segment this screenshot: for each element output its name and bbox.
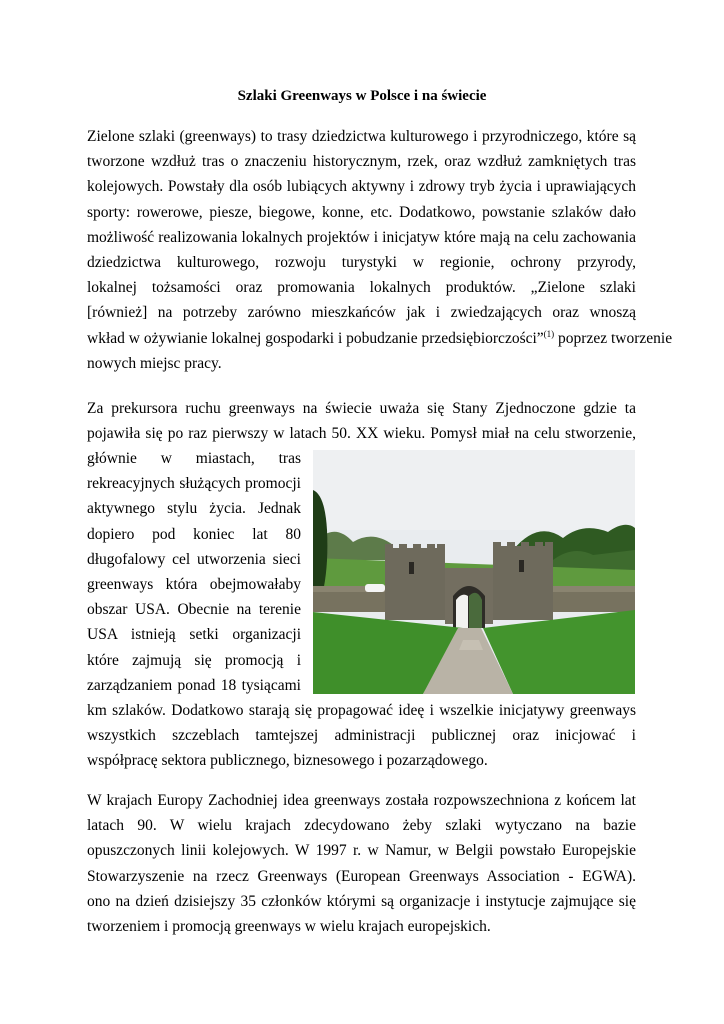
paragraph-line: [również] na potrzeby zarówno mieszkańców jak i zwiedzających oraz wnoszą xyxy=(87,304,636,322)
paragraph-line: obszar USA. Obecnie na terenie xyxy=(87,601,301,619)
paragraph-line: tworzeniem i promocją greenways w wielu krajach europejskich. xyxy=(87,917,491,935)
line-text: poprzez tworzenie xyxy=(554,329,673,347)
paragraph-2 xyxy=(87,396,636,446)
paragraph-line: USA istnieją setki organizacji xyxy=(87,626,301,644)
paragraph-line: możliwość realizowania lokalnych projektów i inicjatyw które mają na celu zachowania xyxy=(87,228,636,246)
paragraph-line: km szlaków. Dodatkowo starają się propagować ideę i wszelkie inicjatywy greenways xyxy=(87,702,636,719)
paragraph-line: długofalowy cel utworzenia sieci xyxy=(87,550,301,568)
paragraph-line: Zielone szlaki (greenways) to trasy dziedzictwa kulturowego i przyrodniczego, które są xyxy=(87,128,636,145)
paragraph-line: Za prekursora ruchu greenways na świecie uważa się Stany Zjednoczone gdzie ta xyxy=(87,400,636,417)
paragraph-3 xyxy=(87,788,636,939)
paragraph-line: współpracę sektora publicznego, biznesowego i pozarządowego. xyxy=(87,752,488,770)
page-title: Szlaki Greenways w Polsce i na świecie xyxy=(237,88,487,104)
paragraph-line: sporty: rowerowe, piesze, biegowe, konne, etc. Dodatkowo, powstanie szlaków dało xyxy=(87,203,636,221)
footnote-reference[interactable]: (1) xyxy=(543,328,555,339)
paragraph-line: ono na dzień dzisiejszy 35 członków którymi są organizacje i instytucje zajmujące się xyxy=(87,892,636,910)
paragraph-line: opuszczonych linii kolejowych. W 1997 r. w Namur, w Belgii powstało Europejskie xyxy=(87,842,636,860)
paragraph-1 xyxy=(87,124,673,376)
paragraph-line: Stowarzyszenie na rzecz Greenways (European Greenways Association - EGWA). xyxy=(87,867,636,885)
paragraph-line: dopiero pod koniec lat 80 xyxy=(87,525,301,543)
paragraph-line: które zajmują się promocją i xyxy=(87,651,301,669)
paragraph-line: głównie w miastach, tras xyxy=(87,450,301,467)
paragraph-2-wrapped xyxy=(87,446,301,698)
paragraph-2-continued xyxy=(87,698,636,774)
castle-gate-photo xyxy=(313,450,635,694)
paragraph-line: kolejowych. Powstały dla osób lubiących aktywny i zdrowy tryb życia i uprawiających xyxy=(87,178,636,196)
photo-illustration xyxy=(313,450,635,694)
paragraph-line: zarządzaniem ponad 18 tysiącami xyxy=(87,676,301,694)
paragraph-line: rekreacyjnych służących promocji xyxy=(87,475,301,493)
paragraph-line: pojawiła się po raz pierwszy w latach 50. XX wieku. Pomysł miał na celu stworzenie, xyxy=(87,425,636,443)
paragraph-line: tworzone wzdłuż tras o znaczeniu historycznym, rzek, oraz wzdłuż zamkniętych tras xyxy=(87,153,636,171)
paragraph-line: greenways która obejmowałaby xyxy=(87,575,301,593)
paragraph-line: nowych miejsc pracy. xyxy=(87,354,222,372)
paragraph-line: wszystkich szczeblach tamtejszej administracji publicznej oraz inicjować i xyxy=(87,727,636,745)
paragraph-line: aktywnego stylu życia. Jednak xyxy=(87,500,301,518)
paragraph-line: dziedzictwa kulturowego, rozwoju turystyki w regionie, ochrony przyrody, xyxy=(87,253,636,271)
paragraph-line: W krajach Europy Zachodniej idea greenways została rozpowszechniona z końcem lat xyxy=(87,792,636,809)
paragraph-line: lokalnej tożsamości oraz promowania lokalnych produktów. „Zielone szlaki xyxy=(87,279,636,297)
paragraph-line xyxy=(87,326,673,351)
paragraph-line: latach 90. W wielu krajach zdecydowano żeby szlaki wytyczano na bazie xyxy=(87,817,636,835)
line-text: wkład w ożywianie lokalnej gospodarki i pobudzanie przedsiębiorczości” xyxy=(87,329,544,347)
